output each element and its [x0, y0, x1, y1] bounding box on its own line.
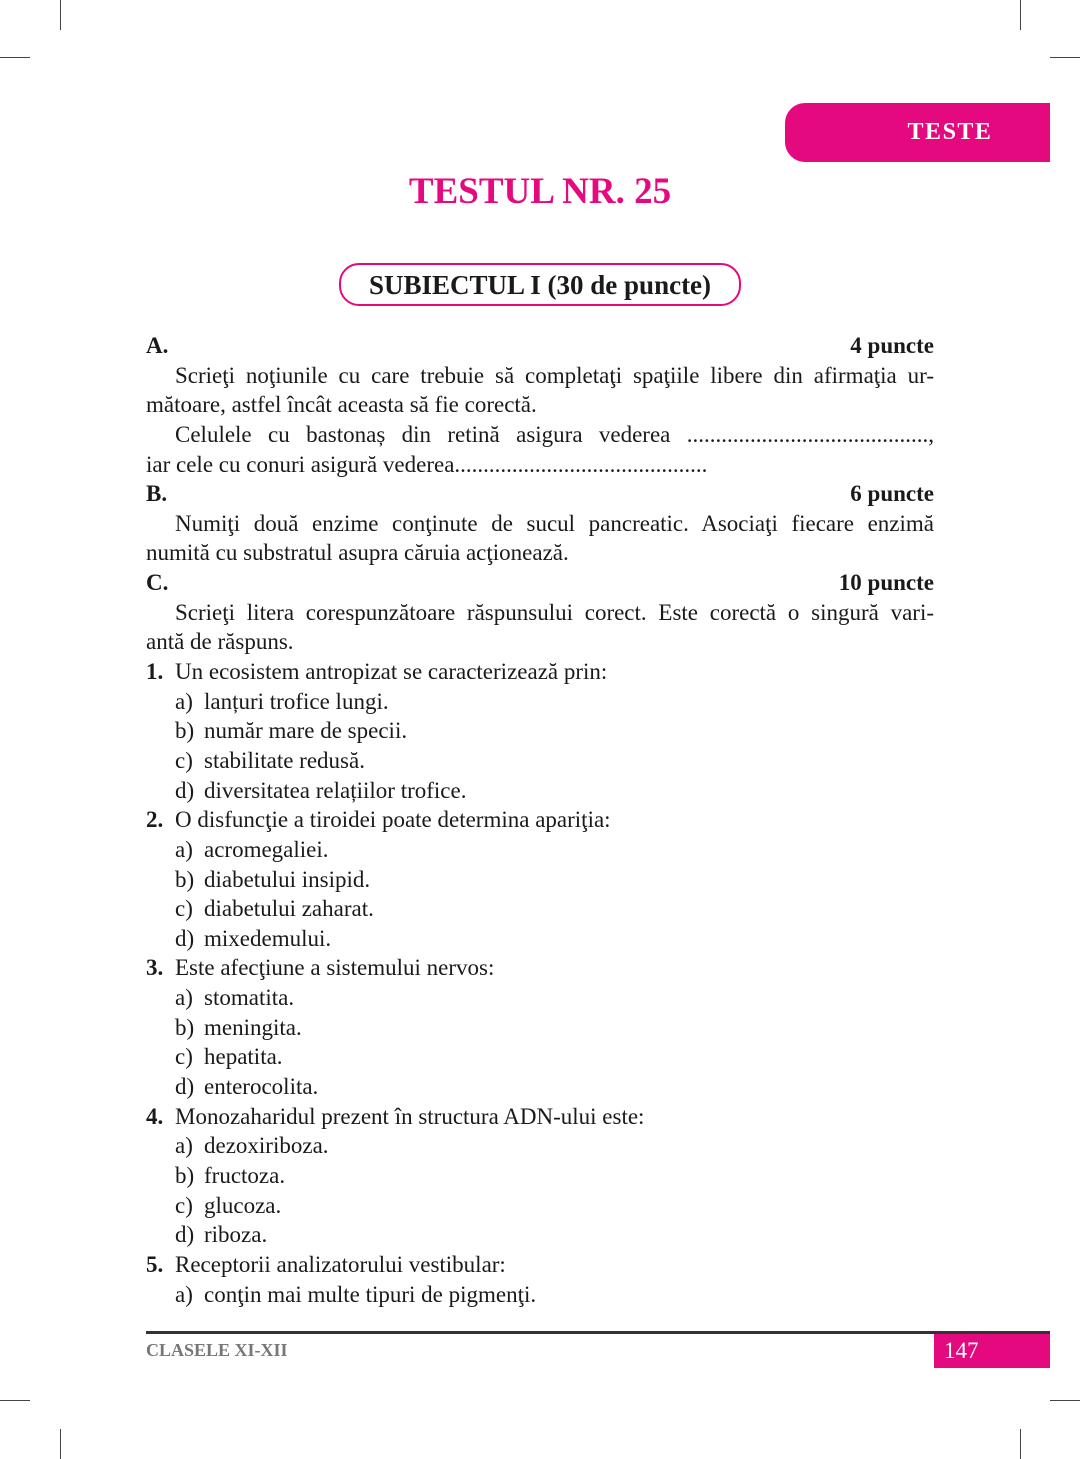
option-text: dezoxiriboza. [204, 1133, 329, 1159]
section-c-header [146, 568, 934, 598]
footer-label: CLASELE XI-XII [146, 1340, 288, 1360]
text-line: iar cele cu conuri asigură vederea............................................ [146, 451, 708, 477]
crop-mark [1020, 1429, 1021, 1459]
question-text: Monozaharidul prezent în structura ADN-ului este: [175, 1103, 645, 1129]
question [146, 1250, 934, 1280]
answer-option [146, 687, 934, 717]
text-line: Scrieţi noţiunile cu care trebuie să completaţi spaţiile libere din afirmaţia ur- [175, 362, 934, 388]
question-number: 4. [146, 1103, 164, 1129]
option-text: diabetului insipid. [204, 866, 371, 892]
answer-option [146, 1013, 934, 1043]
answer-option [146, 716, 934, 746]
option-text: conţin mai multe tipuri de pigmenţi. [204, 1281, 537, 1307]
crop-mark [1050, 1400, 1080, 1401]
section-points: 4 puncte [850, 333, 934, 358]
option-letter: a) [175, 1281, 193, 1307]
option-text: enterocolita. [204, 1074, 319, 1100]
text-line: Celulele cu bastonaș din retină asigura vederea .........................................., [175, 421, 934, 447]
answer-option [146, 746, 934, 776]
option-letter: b) [175, 1162, 195, 1188]
section-points: 6 puncte [850, 481, 934, 507]
option-letter: a) [175, 688, 193, 714]
question [146, 1102, 934, 1132]
option-letter: d) [175, 1222, 195, 1248]
option-text: stomatita. [204, 985, 295, 1011]
answer-option [146, 1131, 934, 1161]
crop-mark [60, 1429, 61, 1459]
section-b-header [146, 479, 934, 509]
text-line: numită cu substratul asupra căruia acţionează. [146, 540, 569, 566]
test-body [146, 331, 934, 1309]
option-letter: b) [175, 718, 195, 744]
option-text: diabetului zaharat. [204, 896, 374, 922]
answer-option [146, 1220, 934, 1250]
section-label: A. [146, 333, 169, 358]
question-number: 5. [146, 1251, 164, 1277]
text-line: Scrieţi litera corespunzătoare răspunsului corect. Este corectă o singură vari- [175, 599, 934, 625]
question-number: 1. [146, 659, 164, 685]
crop-mark [60, 0, 61, 30]
option-text: fructoza. [204, 1162, 286, 1188]
crop-mark [0, 57, 30, 58]
option-text: riboza. [204, 1222, 268, 1248]
question [146, 953, 934, 983]
text-line: mătoare, astfel încât aceasta să fie corectă. [146, 392, 537, 418]
question-text: Este afecţiune a sistemului nervos: [175, 955, 495, 981]
question-text: O disfuncţie a tiroidei poate determina apariţia: [175, 807, 611, 833]
section-label: B. [146, 481, 168, 507]
option-text: acromegaliei. [204, 836, 329, 862]
option-letter: d) [175, 1074, 195, 1100]
subject-heading: SUBIECTUL I (30 de puncte) [339, 263, 741, 306]
option-letter: a) [175, 1133, 193, 1159]
option-letter: b) [175, 866, 195, 892]
answer-option [146, 1042, 934, 1072]
crop-mark [0, 1400, 30, 1401]
section-a-header [146, 331, 934, 361]
answer-option [146, 865, 934, 895]
answer-option [146, 776, 934, 806]
option-letter: c) [175, 1044, 193, 1070]
answer-option [146, 983, 934, 1013]
option-letter: a) [175, 836, 193, 862]
section-label: C. [146, 570, 169, 596]
option-text: număr mare de specii. [204, 718, 408, 744]
option-letter: c) [175, 1192, 193, 1218]
option-text: stabilitate redusă. [204, 747, 365, 773]
option-text: lanțuri trofice lungi. [204, 688, 389, 714]
answer-option [146, 924, 934, 954]
option-letter: b) [175, 1014, 195, 1040]
crop-mark [1020, 0, 1021, 30]
option-text: mixedemului. [204, 925, 332, 951]
answer-option [146, 1191, 934, 1221]
question-text: Un ecosistem antropizat se caracterizează prin: [175, 659, 608, 685]
question [146, 805, 934, 835]
option-text: glucoza. [204, 1192, 282, 1218]
option-letter: c) [175, 896, 193, 922]
section-tab: TESTE [785, 103, 1050, 162]
option-letter: c) [175, 747, 193, 773]
section-points: 10 puncte [838, 570, 934, 596]
answer-option [146, 1072, 934, 1102]
text-line: antă de răspuns. [146, 629, 294, 655]
option-text: meningita. [204, 1014, 302, 1040]
question [146, 657, 934, 687]
option-letter: d) [175, 925, 195, 951]
question-list [146, 657, 934, 1309]
crop-mark [1050, 57, 1080, 58]
question-number: 3. [146, 955, 164, 981]
question-text: Receptorii analizatorului vestibular: [175, 1251, 506, 1277]
option-letter: d) [175, 777, 195, 803]
option-text: hepatita. [204, 1044, 283, 1070]
page-title: TESTUL NR. 25 [408, 171, 672, 212]
answer-option [146, 894, 934, 924]
answer-option [146, 1280, 934, 1310]
answer-option [146, 1161, 934, 1191]
option-text: diversitatea relațiilor trofice. [204, 777, 467, 803]
page-number: 147 [934, 1334, 1050, 1368]
question-number: 2. [146, 807, 164, 833]
text-line: Numiţi două enzime conţinute de sucul pancreatic. Asociaţi fiecare enzimă [175, 510, 934, 536]
footer-rule [146, 1331, 1050, 1334]
option-letter: a) [175, 985, 193, 1011]
answer-option [146, 835, 934, 865]
